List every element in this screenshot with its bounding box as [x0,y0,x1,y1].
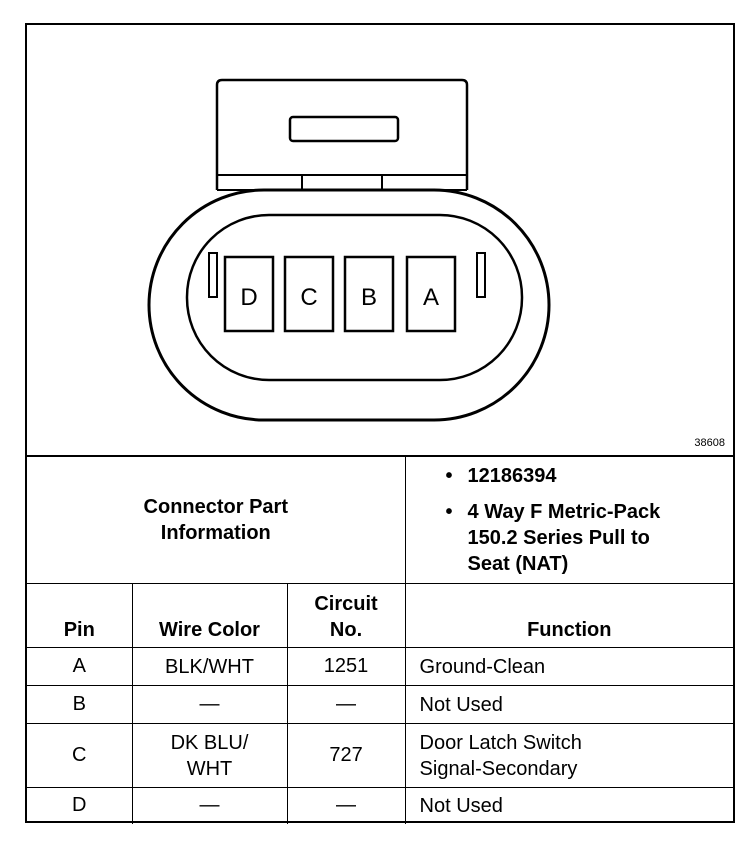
connector-info-row [27,456,733,584]
info-item-line: 4 Way F Metric-Pack [467,500,661,523]
connector-drawing [27,25,733,455]
circuit-cell: 727 [287,724,405,788]
circuit-cell: — [287,686,405,724]
table-row [27,648,733,686]
function-line: Signal-Secondary [419,757,578,780]
wire-color-cell [132,724,287,788]
pin-label-c: C [300,284,318,311]
info-item [446,463,726,489]
figure-code: 38608 [694,437,725,449]
info-item-line: 150.2 Series Pull to [467,526,650,549]
pin-cell: D [27,788,132,824]
pin-label-d: D [240,284,258,311]
wire-color-line: DK BLU/ [170,731,249,754]
info-item [446,499,726,577]
connector-info-label [27,456,405,584]
wire-color-line: WHT [186,757,233,780]
circuit-cell: — [287,788,405,824]
header-circuit [287,584,405,648]
circuit-cell: 1251 [287,648,405,686]
connector-info-label-line: Information [160,521,271,544]
info-item-line: 12186394 [467,464,557,487]
table-row [27,686,733,724]
pin-label-a: A [422,284,440,311]
header-circuit-line: Circuit [314,593,378,615]
wire-color-cell: — [132,686,287,724]
function-cell: Not Used [405,686,733,724]
connector-sheet [25,23,735,823]
wire-color-cell: — [132,788,287,824]
header-circuit-line: No. [329,619,363,641]
header-function: Function [405,584,733,648]
function-cell: Not Used [405,788,733,824]
table-row [27,724,733,788]
bullet: • [445,500,453,523]
function-cell [405,724,733,788]
bullet: • [445,464,453,487]
connector-info-list [405,456,733,584]
info-item-line: Seat (NAT) [467,552,569,575]
header-pin: Pin [27,584,132,648]
wire-color-cell: BLK/WHT [132,648,287,686]
function-line: Door Latch Switch [419,731,582,754]
header-row [27,584,733,648]
header-wire-color: Wire Color [132,584,287,648]
pin-cell: C [27,724,132,788]
connector-table [27,455,733,824]
pin-cell: B [27,686,132,724]
function-cell: Ground-Clean [405,648,733,686]
pin-cell: A [27,648,132,686]
pin-label-b: B [360,284,378,311]
latch-slot [290,117,398,141]
connector-info-label-line: Connector Part [143,495,288,518]
connector-illustration [27,25,733,457]
table-row [27,788,733,824]
